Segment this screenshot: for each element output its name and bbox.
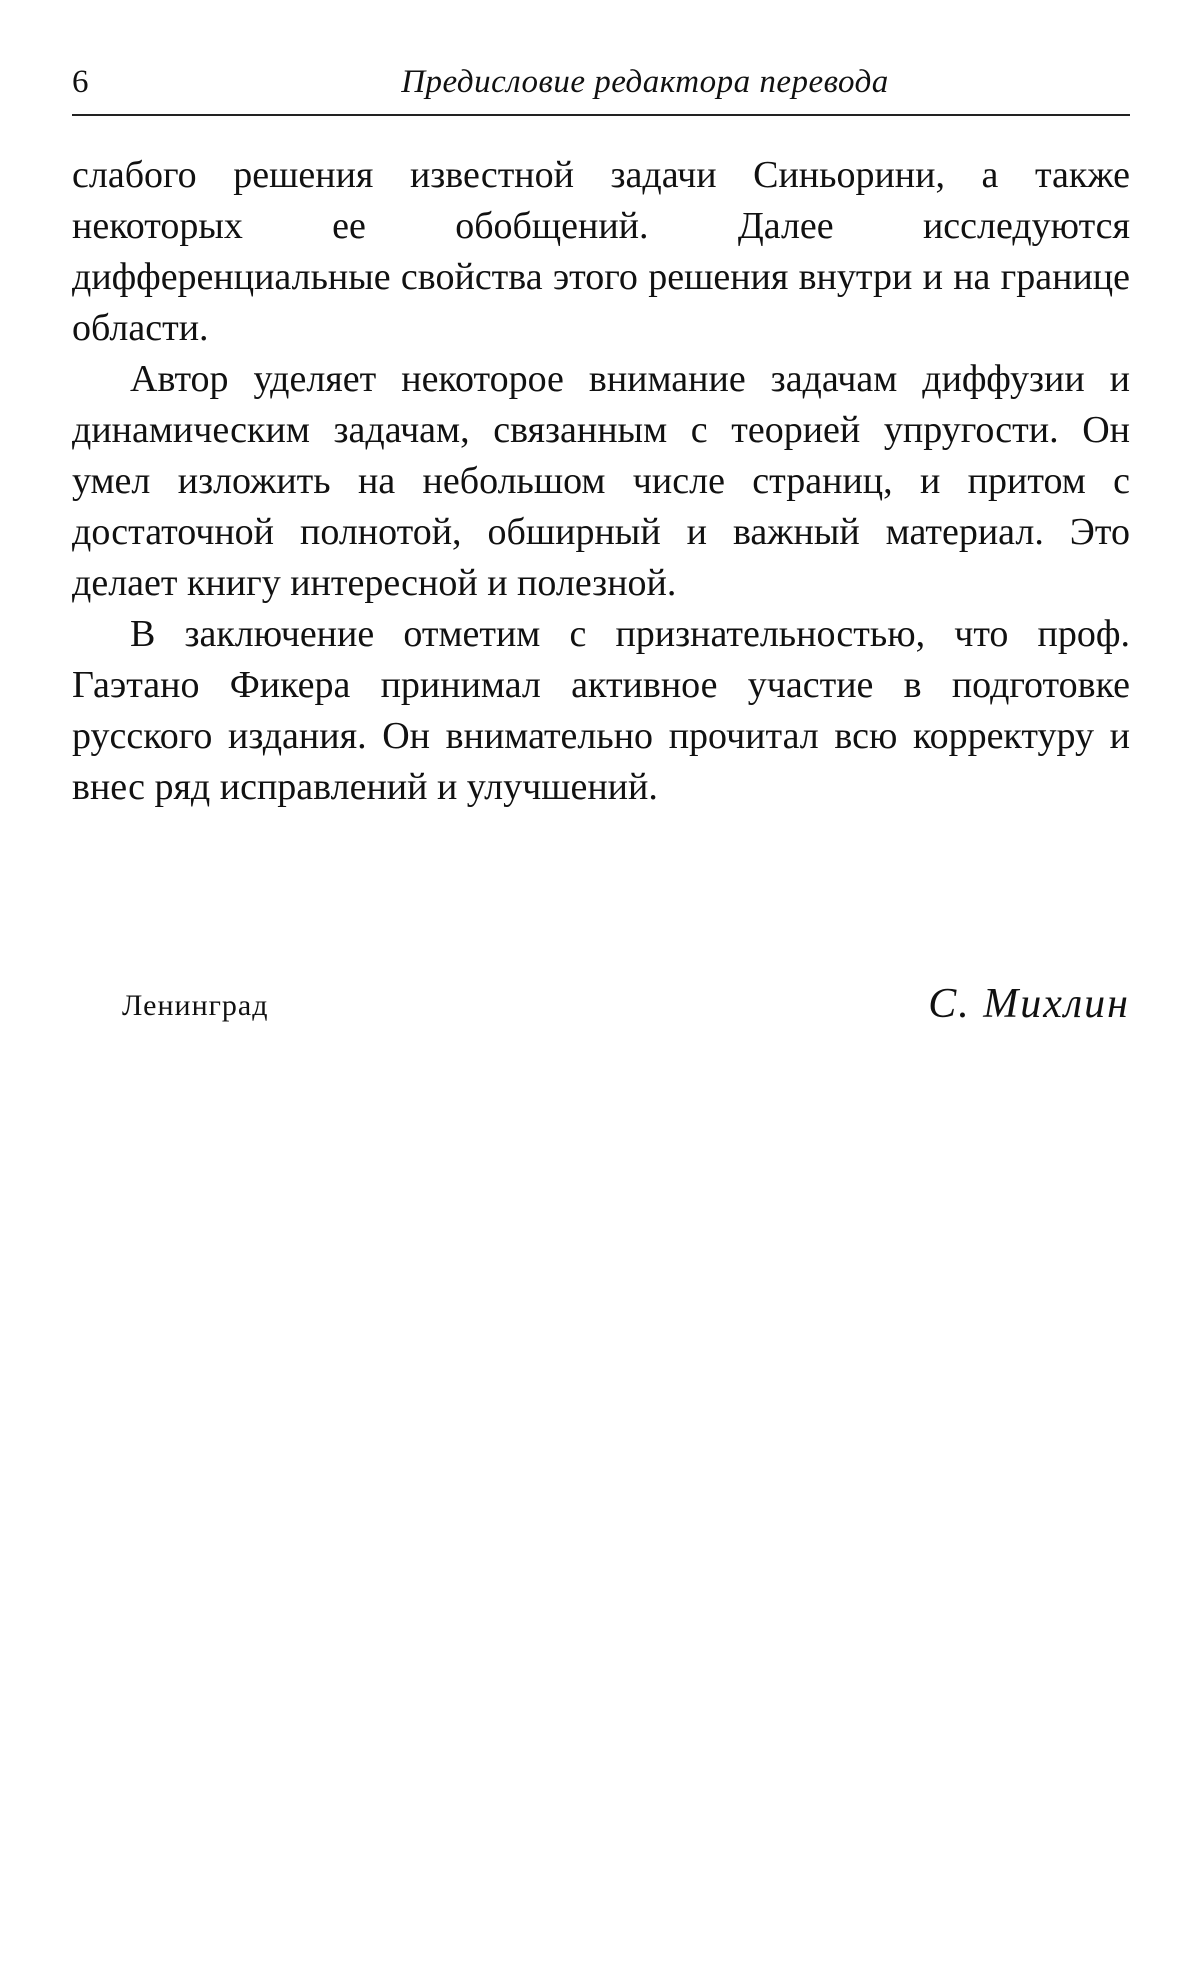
paragraph: В заключение отметим с признательностью, что проф. Гаэтано Фикера принимал активное участие в подготовке русского издания. Он внимательно прочитал всю корректуру и внес ряд исправлений и улучшений. bbox=[72, 613, 1130, 808]
header-rule bbox=[72, 114, 1130, 116]
body-text bbox=[72, 150, 1130, 813]
running-head bbox=[72, 62, 1128, 110]
signature-block bbox=[72, 978, 1130, 1038]
paragraph: Автор уделяет некоторое внимание задачам диффузии и динамическим задачам, связанным с теорией упругости. Он умел изложить на небольшом числе страниц, и притом с достаточной полнотой, обширный и важный материал. Это делает книгу интересной и полезной. bbox=[72, 358, 1130, 604]
running-title: Предисловие редактора перевода bbox=[401, 64, 889, 100]
signature-place: Ленинград bbox=[122, 989, 269, 1022]
page-number: 6 bbox=[72, 64, 89, 100]
signature-author: С. Михлин bbox=[928, 981, 1130, 1027]
paragraph-continued: слабого решения известной задачи Синьорини, а также некоторых ее обобщений. Далее исследуются дифференциальные свойства этого решения внутри и на границе области. bbox=[72, 154, 1130, 349]
